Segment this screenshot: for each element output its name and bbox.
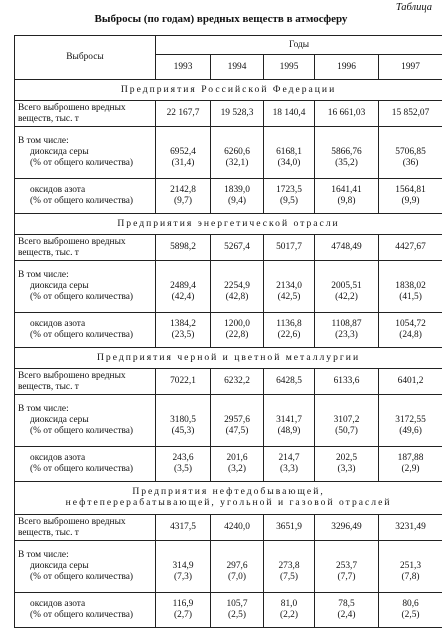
- total-label-line: Всего выброшено вредных: [18, 237, 152, 248]
- so2-value-cell: [156, 261, 211, 313]
- so2-value-cell: [156, 541, 211, 593]
- so2-value-cell: [264, 541, 315, 593]
- so2-value: 3141,7: [265, 415, 313, 426]
- nox-label: [15, 313, 156, 348]
- nox-value-cell: [264, 313, 315, 348]
- section-header-row: [15, 80, 442, 101]
- nox-percent: (9,4): [212, 196, 262, 207]
- so2-value: 2489,4: [157, 281, 209, 292]
- so2-value: 3107,2: [316, 415, 377, 426]
- nox-value: 243,6: [157, 453, 209, 464]
- so2-value: 6168,1: [265, 147, 313, 158]
- table-row-nox: [15, 313, 442, 348]
- so2-percent: (42,5): [265, 292, 313, 303]
- total-label: [15, 369, 156, 395]
- so2-label-line: В том числе:: [18, 404, 152, 415]
- nox-value: 202,5: [316, 453, 377, 464]
- nox-value: 1564,81: [380, 185, 441, 196]
- nox-percent: (2,4): [316, 610, 377, 621]
- total-value: 5898,2: [156, 235, 211, 261]
- nox-percent: (22,6): [265, 330, 313, 341]
- so2-percent: (7,0): [212, 572, 262, 583]
- so2-value: 2957,6: [212, 415, 262, 426]
- section-header-row: [15, 348, 442, 369]
- nox-value: 1723,5: [265, 185, 313, 196]
- nox-value-cell: [315, 313, 379, 348]
- total-value: 6428,5: [264, 369, 315, 395]
- so2-value-cell: [379, 395, 442, 447]
- nox-value: 116,9: [157, 599, 209, 610]
- total-value: 18 140,4: [264, 101, 315, 127]
- so2-value: 5706,85: [380, 147, 441, 158]
- total-label-line: Всего выброшено вредных: [18, 371, 152, 382]
- total-label-line: веществ, тыс. т: [18, 528, 152, 539]
- so2-label-line: (% от общего количества): [18, 572, 152, 583]
- so2-value: 2005,51: [316, 281, 377, 292]
- nox-value: 80,6: [380, 599, 441, 610]
- section-title-line: Предприятия энергетической отрасли: [18, 219, 439, 230]
- so2-percent: (42,8): [212, 292, 262, 303]
- year-cell: 1996: [315, 55, 379, 80]
- so2-value-cell: [379, 261, 442, 313]
- total-value: 16 661,03: [315, 101, 379, 127]
- so2-percent: (49,6): [380, 426, 441, 437]
- table-row-nox: [15, 593, 442, 628]
- so2-percent: (7,5): [265, 572, 313, 583]
- section-title: [15, 482, 442, 515]
- nox-value-cell: [315, 447, 379, 482]
- so2-value-cell: [315, 541, 379, 593]
- nox-label: [15, 179, 156, 214]
- nox-value-cell: [264, 179, 315, 214]
- section-title-line: Предприятия нефтедобывающей,: [18, 487, 439, 498]
- so2-percent: (34,0): [265, 158, 313, 169]
- nox-value-cell: [156, 447, 211, 482]
- nox-value: 81,0: [265, 599, 313, 610]
- nox-value: 214,7: [265, 453, 313, 464]
- so2-value-cell: [264, 127, 315, 179]
- nox-percent: (3,5): [157, 464, 209, 475]
- so2-value-cell: [211, 395, 264, 447]
- table-row-so2: [15, 127, 442, 179]
- so2-label: [15, 127, 156, 179]
- so2-value-cell: [264, 395, 315, 447]
- total-value: 6232,2: [211, 369, 264, 395]
- so2-value-cell: [315, 395, 379, 447]
- so2-value: 6260,6: [212, 147, 262, 158]
- nox-value-cell: [379, 593, 442, 628]
- so2-value: 3172,55: [380, 415, 441, 426]
- so2-percent: (35,2): [316, 158, 377, 169]
- nox-percent: (2,7): [157, 610, 209, 621]
- year-cell: 1993: [156, 55, 211, 80]
- total-value: 22 167,7: [156, 101, 211, 127]
- so2-label-line: В том числе:: [18, 550, 152, 561]
- nox-percent: (24,8): [380, 330, 441, 341]
- total-label: [15, 101, 156, 127]
- so2-percent: (36): [380, 158, 441, 169]
- section-title-line: Предприятия Российской Федерации: [18, 85, 439, 96]
- so2-percent: (47,5): [212, 426, 262, 437]
- so2-label-line: (% от общего количества): [18, 292, 152, 303]
- nox-value-cell: [379, 179, 442, 214]
- nox-value-cell: [315, 593, 379, 628]
- nox-label-line: оксидов азота: [18, 319, 152, 330]
- so2-value-cell: [379, 127, 442, 179]
- nox-value-cell: [211, 313, 264, 348]
- year-cell: 1994: [211, 55, 264, 80]
- table-row-total: [15, 101, 442, 127]
- nox-value: 1108,87: [316, 319, 377, 330]
- so2-label: [15, 541, 156, 593]
- nox-percent: (9,5): [265, 196, 313, 207]
- so2-value-cell: [156, 395, 211, 447]
- section-title: [15, 348, 442, 369]
- so2-label-line: В том числе:: [18, 136, 152, 147]
- so2-value: 2254,9: [212, 281, 262, 292]
- table-row-nox: [15, 447, 442, 482]
- nox-value-cell: [156, 593, 211, 628]
- nox-label-line: оксидов азота: [18, 599, 152, 610]
- nox-value-cell: [379, 447, 442, 482]
- section-title: [15, 214, 442, 235]
- so2-label-line: диоксида серы: [18, 147, 152, 158]
- nox-value-cell: [156, 313, 211, 348]
- nox-value: 1839,0: [212, 185, 262, 196]
- so2-value: 253,7: [316, 561, 377, 572]
- so2-value: 314,9: [157, 561, 209, 572]
- total-label-line: веществ, тыс. т: [18, 114, 152, 125]
- so2-value: 273,8: [265, 561, 313, 572]
- nox-percent: (9,9): [380, 196, 441, 207]
- so2-label-line: (% от общего количества): [18, 158, 152, 169]
- so2-percent: (48,9): [265, 426, 313, 437]
- total-value: 6133,6: [315, 369, 379, 395]
- so2-percent: (7,7): [316, 572, 377, 583]
- year-cell: 1997: [379, 55, 442, 80]
- so2-percent: (50,7): [316, 426, 377, 437]
- so2-percent: (32,1): [212, 158, 262, 169]
- total-value: 5267,4: [211, 235, 264, 261]
- nox-value-cell: [379, 313, 442, 348]
- so2-value: 2134,0: [265, 281, 313, 292]
- so2-value: 5866,76: [316, 147, 377, 158]
- section-header-row: [15, 482, 442, 515]
- nox-label-line: (% от общего количества): [18, 610, 152, 621]
- nox-value: 201,6: [212, 453, 262, 464]
- so2-percent: (7,3): [157, 572, 209, 583]
- nox-percent: (3,3): [265, 464, 313, 475]
- nox-percent: (2,5): [380, 610, 441, 621]
- so2-label-line: В том числе:: [18, 270, 152, 281]
- nox-value: 1136,8: [265, 319, 313, 330]
- so2-value-cell: [315, 261, 379, 313]
- total-label-line: веществ, тыс. т: [18, 248, 152, 259]
- so2-value: 3180,5: [157, 415, 209, 426]
- nox-value: 105,7: [212, 599, 262, 610]
- total-value: 19 528,3: [211, 101, 264, 127]
- nox-value-cell: [156, 179, 211, 214]
- header-emissions: Выбросы: [15, 36, 156, 80]
- table-row-total: [15, 515, 442, 541]
- so2-percent: (45,3): [157, 426, 209, 437]
- table-row-so2: [15, 541, 442, 593]
- nox-value-cell: [211, 593, 264, 628]
- section-title-line: нефтеперерабатывающей, угольной и газовой отраслей: [18, 498, 439, 509]
- table-row-so2: [15, 395, 442, 447]
- so2-label-line: диоксида серы: [18, 415, 152, 426]
- so2-percent: (31,4): [157, 158, 209, 169]
- so2-percent: (42,2): [316, 292, 377, 303]
- so2-value-cell: [211, 541, 264, 593]
- so2-value: 251,3: [380, 561, 441, 572]
- nox-label-line: (% от общего количества): [18, 464, 152, 475]
- total-value: 6401,2: [379, 369, 442, 395]
- total-label-line: веществ, тыс. т: [18, 382, 152, 393]
- nox-percent: (23,3): [316, 330, 377, 341]
- so2-value-cell: [156, 127, 211, 179]
- so2-label: [15, 395, 156, 447]
- section-title: [15, 80, 442, 101]
- nox-label-line: оксидов азота: [18, 453, 152, 464]
- nox-value: 1384,2: [157, 319, 209, 330]
- nox-value: 2142,8: [157, 185, 209, 196]
- so2-percent: (42,4): [157, 292, 209, 303]
- nox-label-line: (% от общего количества): [18, 330, 152, 341]
- so2-label-line: (% от общего количества): [18, 426, 152, 437]
- nox-label: [15, 593, 156, 628]
- so2-value-cell: [211, 261, 264, 313]
- so2-label-line: диоксида серы: [18, 561, 152, 572]
- emissions-table: [14, 35, 442, 628]
- table-row-total: [15, 369, 442, 395]
- total-value: 15 852,07: [379, 101, 442, 127]
- so2-value-cell: [211, 127, 264, 179]
- table-row-total: [15, 235, 442, 261]
- nox-value: 78,5: [316, 599, 377, 610]
- nox-percent: (9,8): [316, 196, 377, 207]
- nox-percent: (22,8): [212, 330, 262, 341]
- nox-label: [15, 447, 156, 482]
- table-row-nox: [15, 179, 442, 214]
- nox-value: 1641,41: [316, 185, 377, 196]
- nox-value-cell: [264, 593, 315, 628]
- nox-value: 1200,0: [212, 319, 262, 330]
- table-row-so2: [15, 261, 442, 313]
- nox-percent: (3,2): [212, 464, 262, 475]
- total-value: 3651,9: [264, 515, 315, 541]
- nox-percent: (2,9): [380, 464, 441, 475]
- total-label: [15, 515, 156, 541]
- total-value: 4240,0: [211, 515, 264, 541]
- total-value: 4317,5: [156, 515, 211, 541]
- total-value: 5017,7: [264, 235, 315, 261]
- nox-label-line: (% от общего количества): [18, 196, 152, 207]
- so2-label: [15, 261, 156, 313]
- so2-percent: (41,5): [380, 292, 441, 303]
- header-years: Годы: [156, 36, 442, 55]
- so2-percent: (7,8): [380, 572, 441, 583]
- so2-value: 1838,02: [380, 281, 441, 292]
- nox-percent: (3,3): [316, 464, 377, 475]
- nox-percent: (2,2): [265, 610, 313, 621]
- nox-value-cell: [264, 447, 315, 482]
- nox-value: 187,88: [380, 453, 441, 464]
- table-caption: Таблица: [396, 2, 432, 13]
- so2-label-line: диоксида серы: [18, 281, 152, 292]
- nox-value: 1054,72: [380, 319, 441, 330]
- nox-percent: (23,5): [157, 330, 209, 341]
- so2-value-cell: [315, 127, 379, 179]
- total-value: 4427,67: [379, 235, 442, 261]
- section-header-row: [15, 214, 442, 235]
- nox-percent: (9,7): [157, 196, 209, 207]
- total-value: 3296,49: [315, 515, 379, 541]
- so2-value-cell: [379, 541, 442, 593]
- section-title-line: Предприятия черной и цветной металлургии: [18, 353, 439, 364]
- total-label-line: Всего выброшено вредных: [18, 103, 152, 114]
- nox-label-line: оксидов азота: [18, 185, 152, 196]
- nox-percent: (2,5): [212, 610, 262, 621]
- so2-value: 297,6: [212, 561, 262, 572]
- so2-value-cell: [264, 261, 315, 313]
- nox-value-cell: [211, 179, 264, 214]
- total-label: [15, 235, 156, 261]
- total-value: 7022,1: [156, 369, 211, 395]
- total-value: 3231,49: [379, 515, 442, 541]
- total-label-line: Всего выброшено вредных: [18, 517, 152, 528]
- year-cell: 1995: [264, 55, 315, 80]
- nox-value-cell: [211, 447, 264, 482]
- nox-value-cell: [315, 179, 379, 214]
- table-title: Выбросы (по годам) вредных веществ в атмосферу: [0, 13, 442, 25]
- total-value: 4748,49: [315, 235, 379, 261]
- so2-value: 6952,4: [157, 147, 209, 158]
